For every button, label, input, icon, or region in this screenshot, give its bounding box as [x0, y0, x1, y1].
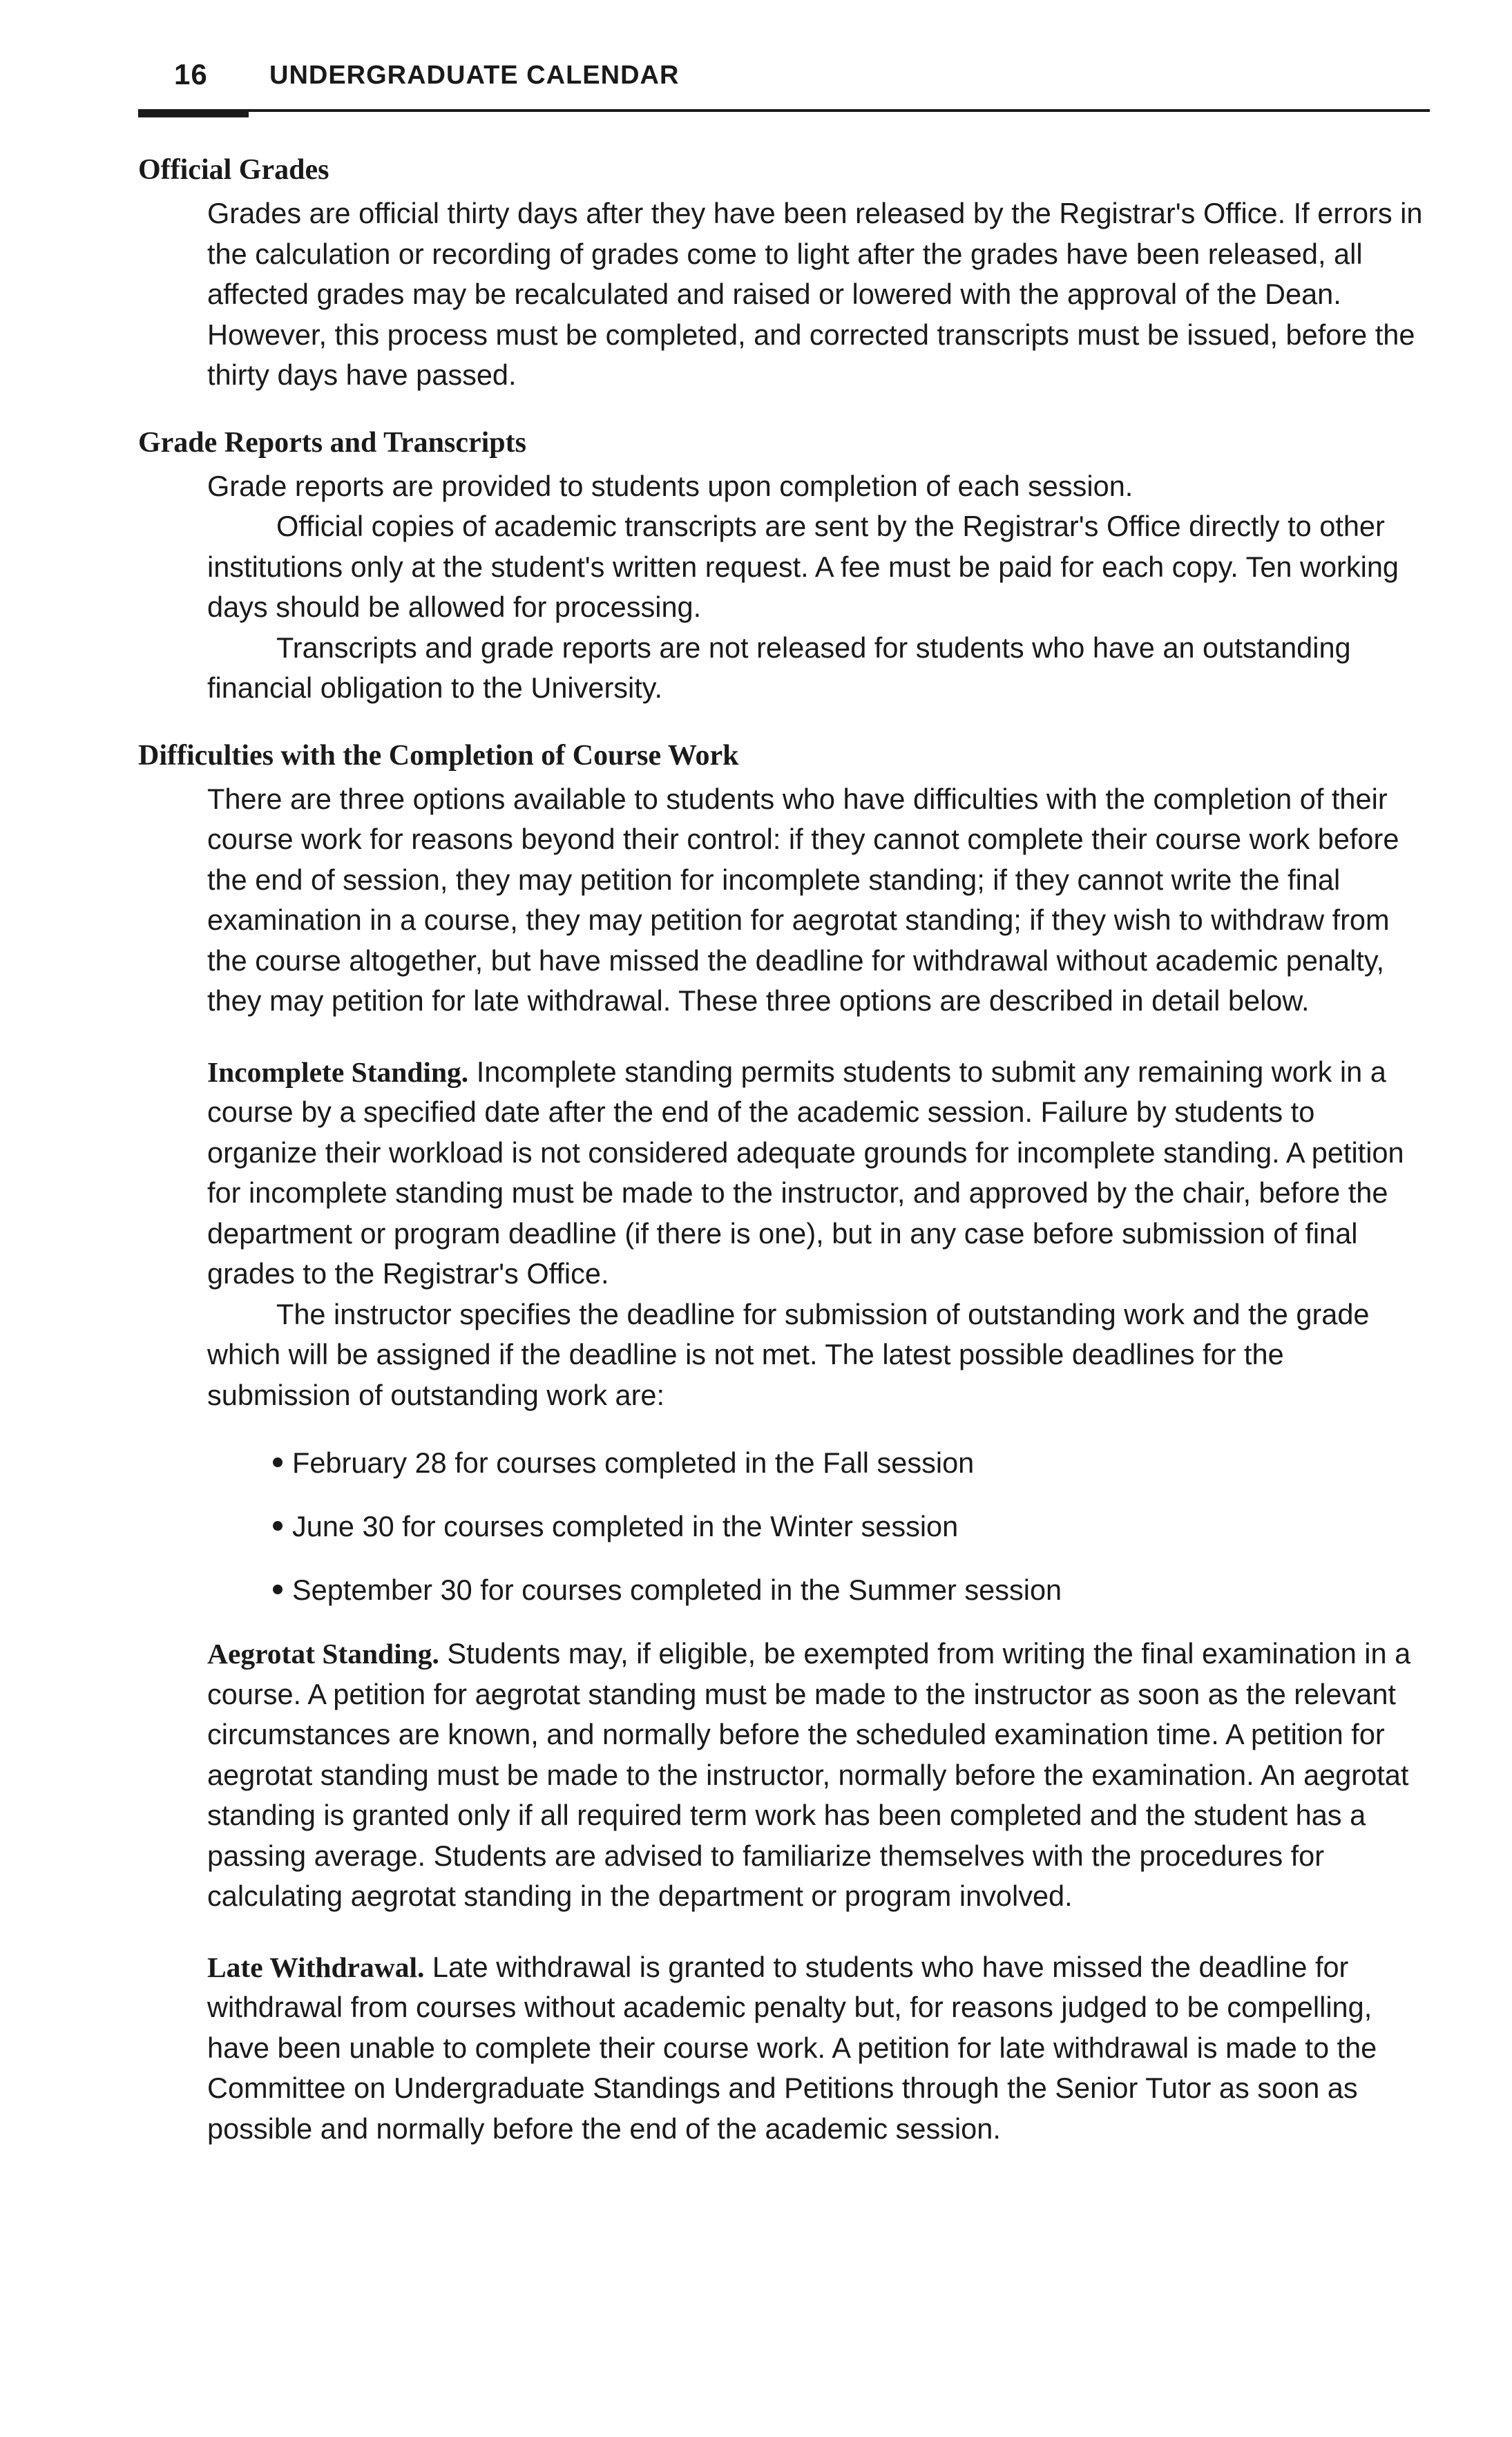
- section-body: [207, 466, 1423, 709]
- run-in-heading: Aegrotat Standing.: [207, 1638, 439, 1670]
- header-rule: [138, 109, 1430, 112]
- list-item: [273, 1570, 1423, 1610]
- list-item-text: June 30 for courses completed in the Winter session: [292, 1510, 959, 1542]
- page-number: 16: [174, 58, 208, 90]
- deadline-list: [273, 1443, 1423, 1610]
- paragraph: The instructor specifies the deadline for submission of outstanding work and the grade which will be assigned if the deadline is not met. The latest possible deadlines for the submission of outstanding work are:: [207, 1297, 1370, 1411]
- list-item-text: September 30 for courses completed in the Summer session: [292, 1574, 1062, 1606]
- paragraph: Transcripts and grade reports are not released for students who have an outstanding financial obligation to the University.: [207, 631, 1351, 704]
- paragraph: Official copies of academic transcripts are sent by the Registrar's Office directly to other institutions only at the student's written request. A fee must be paid for each copy. Ten working days should be allowed for processing.: [207, 510, 1399, 623]
- list-item-text: February 28 for courses completed in the Fall session: [292, 1446, 975, 1479]
- paragraph-text: Students may, if eligible, be exempted from writing the final examination in a course. A petition for aegrotat standing must be made to the instructor as soon as the relevant circumstances are known, and normally before the scheduled examination time. A petition for aegrotat standing must be made to the instructor, normally before the examination. An aegrotat standing is granted only if all required term work has been completed and the student has a passing average. Students are advised to familiarize themselves with the procedures for calculating aegrotat standing in the department or program involved.: [207, 1637, 1411, 1912]
- late-withdrawal-paragraph: [207, 1947, 1423, 2150]
- paragraph: There are three options available to students who have difficulties with the completion of their course work for reasons beyond their control: if they cannot complete their course work before the end of session, they may petition for incomplete standing; if they cannot write the final examination in a course, they may petition for aegrotat standing; if they wish to withdraw from the course altogether, but have missed the deadline for withdrawal without academic penalty, they may petition for late withdrawal. These three options are described in detail below.: [207, 782, 1399, 1017]
- list-item: [273, 1443, 1423, 1483]
- paragraph: Grades are official thirty days after they have been released by the Registrar's Office. If errors in the calculation or recording of grades come to light after the grades have been released, all affected grades may be recalculated and raised or lowered with the approval of the Dean. However, this process must be completed, and corrected transcripts must be issued, before the thirty days have passed.: [207, 197, 1423, 391]
- run-in-heading: Late Withdrawal.: [207, 1951, 425, 1983]
- paragraph-text: Late withdrawal is granted to students who have missed the deadline for withdrawal from courses without academic penalty but, for reasons judged to be compelling, have been unable to complete their course work. A petition for late withdrawal is made to the Committee on Undergraduate Standings and Petitions through the Senior Tutor as soon as possible and normally before the end of the academic session.: [207, 1950, 1377, 2145]
- section-heading: Official Grades: [138, 154, 329, 186]
- section-official-grades: [138, 151, 1423, 396]
- running-header: [138, 55, 1430, 97]
- section-heading: Grade Reports and Transcripts: [138, 426, 526, 459]
- header-rule-accent: [138, 109, 249, 117]
- bullet-icon: [273, 1458, 283, 1467]
- page-content: [138, 151, 1423, 2177]
- incomplete-standing-paragraph: [207, 1052, 1423, 1294]
- aegrotat-standing-paragraph: [207, 1634, 1423, 1917]
- section-body: [207, 193, 1423, 396]
- section-grade-reports: [138, 423, 1423, 709]
- paragraph: Grade reports are provided to students upon completion of each session.: [207, 469, 1133, 502]
- paragraph-text: Incomplete standing permits students to submit any remaining work in a course by a specified date after the end of the academic session. Failure by students to organize their workload is not considered adequate grounds for incomplete standing. A petition for incomplete standing must be made to the instructor, and approved by the chair, before the department or program deadline (if there is one), but in any case before submission of final grades to the Registrar's Office.: [207, 1055, 1404, 1290]
- bullet-icon: [273, 1585, 283, 1594]
- list-item: [273, 1507, 1423, 1547]
- section-difficulties: [138, 736, 1423, 2150]
- run-in-heading: Incomplete Standing.: [207, 1055, 469, 1088]
- section-heading: Difficulties with the Completion of Course Work: [138, 739, 739, 772]
- section-body: [207, 779, 1423, 2150]
- running-header-title: UNDERGRADUATE CALENDAR: [269, 61, 680, 90]
- bullet-icon: [273, 1521, 283, 1531]
